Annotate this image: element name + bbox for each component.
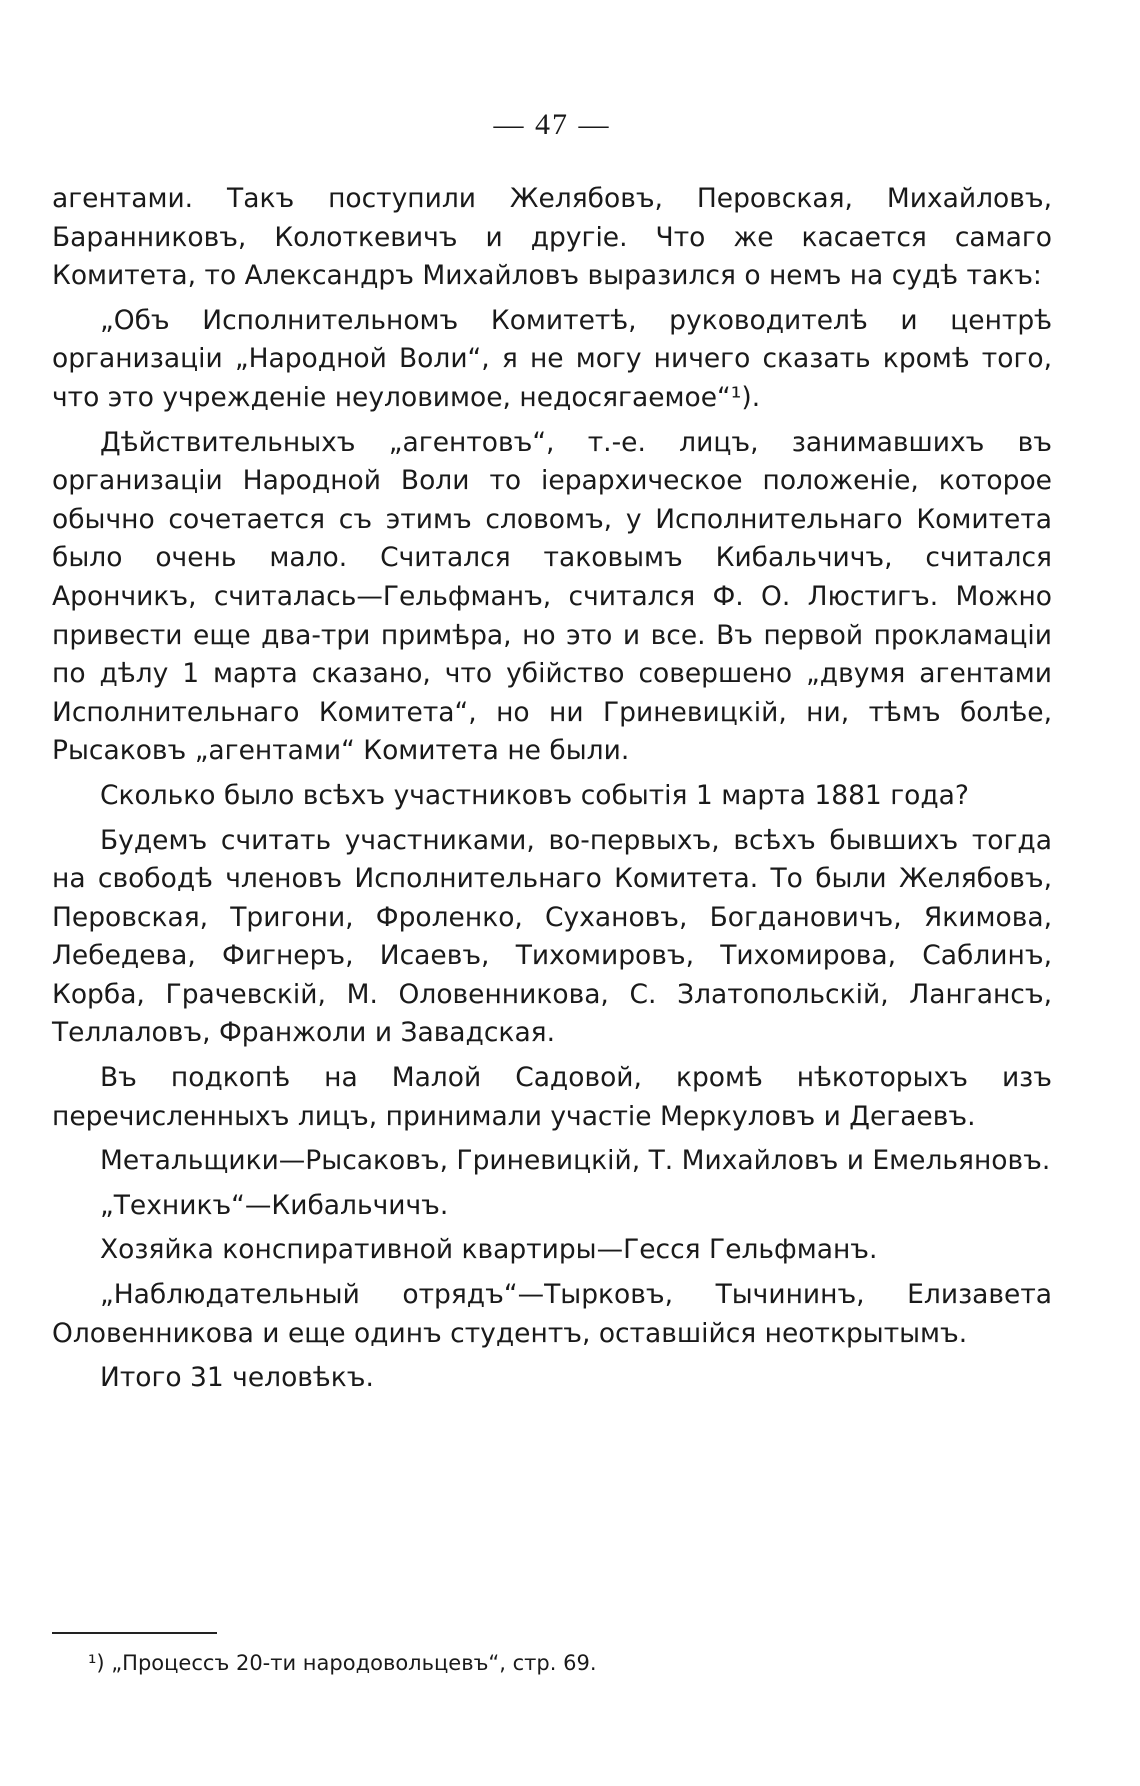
paragraph-9: Хозяйка конспиративной квартиры—Гесся Гельфманъ. <box>100 1234 878 1266</box>
paragraph-6: Въ подкопѣ на Малой Садовой, кромѣ нѣкоторыхъ изъ перечисленныхъ лицъ, принимали участіе Меркуловъ и Дегаевъ. <box>52 1062 1052 1132</box>
footnote-divider <box>52 1632 217 1634</box>
paragraph-3: Дѣйствительныхъ „агентовъ“, т.-е. лицъ, занимавшихъ въ организаціи Народной Воли то іерархическое положеніе, которое обычно сочетается съ этимъ словомъ, у Исполнительнаго Комитета было очень мало. Считался таковымъ Кибальчичъ, считался Арончикъ, считалась—Гельфманъ, считался Ф. О. Люстигъ. Можно привести еще два-три примѣра, но это и все. Въ первой прокламаціи по дѣлу 1 марта сказано, что убійство совершено „двумя агентами Исполнительнаго Комитета“, но ни Гриневицкій, ни, тѣмъ болѣе, Рысаковъ „агентами“ Комитета не были. <box>52 426 1052 767</box>
footnote: ¹) „Процессъ 20-ти народовольцевъ“, стр. 69. <box>88 1651 597 1675</box>
paragraph-10: „Наблюдательный отрядъ“—Тырковъ, Тычининъ, Елизавета Оловенникова и еще одинъ студентъ, оставшійся неоткрытымъ. <box>52 1279 1052 1349</box>
paragraph-11: Итого 31 человѣкъ. <box>100 1362 374 1394</box>
paragraph-8: „Техникъ“—Кибальчичъ. <box>100 1189 449 1221</box>
paragraph-4: Сколько было всѣхъ участниковъ событія 1 марта 1881 года? <box>100 779 969 811</box>
paragraph-1: агентами. Такъ поступили Желябовъ, Перовская, Михайловъ, Баранниковъ, Колоткевичъ и другіе. Что же касается самаго Комитета, то Александръ Михайловъ выразился о немъ на судѣ такъ: <box>52 183 1052 292</box>
paragraph-5: Будемъ считать участниками, во-первыхъ, всѣхъ бывшихъ тогда на свободѣ членовъ Исполнительнаго Комитета. То были Желябовъ, Перовская, Тригони, Фроленко, Сухановъ, Богдановичъ, Якимова, Лебедева, Фигнеръ, Исаевъ, Тихомировъ, Тихомирова, Саблинъ, Корба, Грачевскій, М. Оловенникова, С. Златопольскій, Лангансъ, Теллаловъ, Франжоли и Завадская. <box>52 824 1052 1049</box>
paragraph-2: „Объ Исполнительномъ Комитетѣ, руководителѣ и центрѣ организаціи „Народной Воли“, я не могу ничего сказать кромѣ того, что это учрежденіе неуловимое, недосягаемое“¹). <box>52 304 1052 413</box>
page-number: — 47 — <box>493 108 611 141</box>
body-text <box>52 180 1052 1404</box>
paragraph-7: Метальщики—Рысаковъ, Гриневицкій, Т. Михайловъ и Емельяновъ. <box>100 1145 1051 1177</box>
